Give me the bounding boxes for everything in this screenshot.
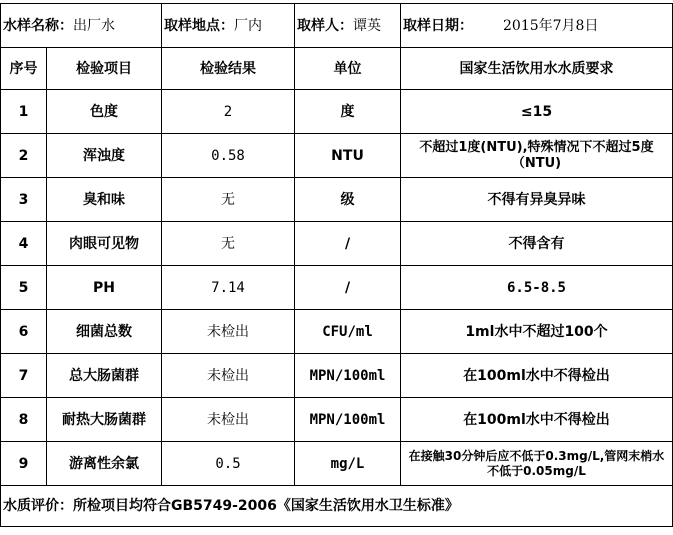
table-row [1, 354, 673, 398]
sampler-label: 取样人： [297, 17, 353, 34]
table-row [1, 178, 673, 222]
table-row [1, 266, 673, 310]
row-item-cell[interactable]: 细菌总数 [47, 310, 162, 354]
row-item-cell[interactable]: PH [47, 266, 162, 310]
row-no-cell[interactable]: 3 [1, 178, 47, 222]
row-standard-cell[interactable]: 在100ml水中不得检出 [401, 398, 673, 442]
table-row [1, 310, 673, 354]
location-cell[interactable] [162, 4, 295, 48]
row-unit-cell[interactable]: 度 [295, 90, 401, 134]
location-label: 取样地点： [164, 17, 234, 34]
row-standard-cell[interactable]: 在接触30分钟后应不低于0.3mg/L,管网末梢水不低于0.05mg/L [401, 442, 673, 486]
column-header-row [1, 48, 673, 90]
row-no-cell[interactable]: 9 [1, 442, 47, 486]
row-no-cell[interactable]: 4 [1, 222, 47, 266]
table-row [1, 222, 673, 266]
row-item-cell[interactable]: 肉眼可见物 [47, 222, 162, 266]
sample-name-label: 水样名称： [3, 17, 73, 34]
row-unit-cell[interactable]: / [295, 266, 401, 310]
row-item-cell[interactable]: 浑浊度 [47, 134, 162, 178]
row-result-cell[interactable]: 7.14 [162, 266, 295, 310]
column-header-standard[interactable]: 国家生活饮用水水质要求 [401, 48, 673, 90]
column-header-item[interactable]: 检验项目 [47, 48, 162, 90]
row-unit-cell[interactable]: 级 [295, 178, 401, 222]
row-standard-cell[interactable]: 1ml水中不超过100个 [401, 310, 673, 354]
row-standard-cell[interactable]: 在100ml水中不得检出 [401, 354, 673, 398]
water-quality-report-table [0, 3, 673, 527]
row-standard-cell[interactable]: 6.5-8.5 [401, 266, 673, 310]
row-no-cell[interactable]: 1 [1, 90, 47, 134]
table-row [1, 134, 673, 178]
row-result-cell[interactable]: 无 [162, 222, 295, 266]
row-no-cell[interactable]: 8 [1, 398, 47, 442]
row-result-cell[interactable]: 无 [162, 178, 295, 222]
row-result-cell[interactable]: 0.58 [162, 134, 295, 178]
column-header-result[interactable]: 检验结果 [162, 48, 295, 90]
date-value: 2015年7月8日 [503, 17, 599, 34]
row-item-cell[interactable]: 总大肠菌群 [47, 354, 162, 398]
row-item-cell[interactable]: 游离性余氯 [47, 442, 162, 486]
row-result-cell[interactable]: 未检出 [162, 354, 295, 398]
row-result-cell[interactable]: 0.5 [162, 442, 295, 486]
row-no-cell[interactable]: 2 [1, 134, 47, 178]
row-no-cell[interactable]: 5 [1, 266, 47, 310]
table-row [1, 442, 673, 486]
sampler-value: 谭英 [353, 17, 381, 34]
row-standard-cell[interactable]: 不得有异臭异味 [401, 178, 673, 222]
sample-name-value: 出厂水 [73, 17, 115, 34]
row-result-cell[interactable]: 未检出 [162, 398, 295, 442]
row-no-cell[interactable]: 7 [1, 354, 47, 398]
sampler-cell[interactable] [295, 4, 401, 48]
row-item-cell[interactable]: 色度 [47, 90, 162, 134]
location-value: 厂内 [234, 17, 262, 34]
header-row [1, 4, 673, 48]
row-result-cell[interactable]: 2 [162, 90, 295, 134]
row-unit-cell[interactable]: MPN/100ml [295, 398, 401, 442]
row-unit-cell[interactable]: CFU/ml [295, 310, 401, 354]
row-standard-cell[interactable]: 不超过1度(NTU),特殊情况下不超过5度（NTU) [401, 134, 673, 178]
table-row [1, 398, 673, 442]
row-unit-cell[interactable]: mg/L [295, 442, 401, 486]
row-no-cell[interactable]: 6 [1, 310, 47, 354]
row-standard-cell[interactable]: ≤15 [401, 90, 673, 134]
date-label: 取样日期： [403, 17, 473, 34]
column-header-no[interactable]: 序号 [1, 48, 47, 90]
row-unit-cell[interactable]: / [295, 222, 401, 266]
footer-row [1, 486, 673, 527]
date-cell[interactable] [401, 4, 673, 48]
row-unit-cell[interactable]: NTU [295, 134, 401, 178]
sample-name-cell[interactable] [1, 4, 162, 48]
row-item-cell[interactable]: 臭和味 [47, 178, 162, 222]
row-item-cell[interactable]: 耐热大肠菌群 [47, 398, 162, 442]
table-row [1, 90, 673, 134]
row-unit-cell[interactable]: MPN/100ml [295, 354, 401, 398]
row-standard-cell[interactable]: 不得含有 [401, 222, 673, 266]
row-result-cell[interactable]: 未检出 [162, 310, 295, 354]
column-header-unit[interactable]: 单位 [295, 48, 401, 90]
evaluation-cell[interactable]: 水质评价：所检项目均符合GB5749-2006《国家生活饮用水卫生标准》 [1, 486, 673, 527]
